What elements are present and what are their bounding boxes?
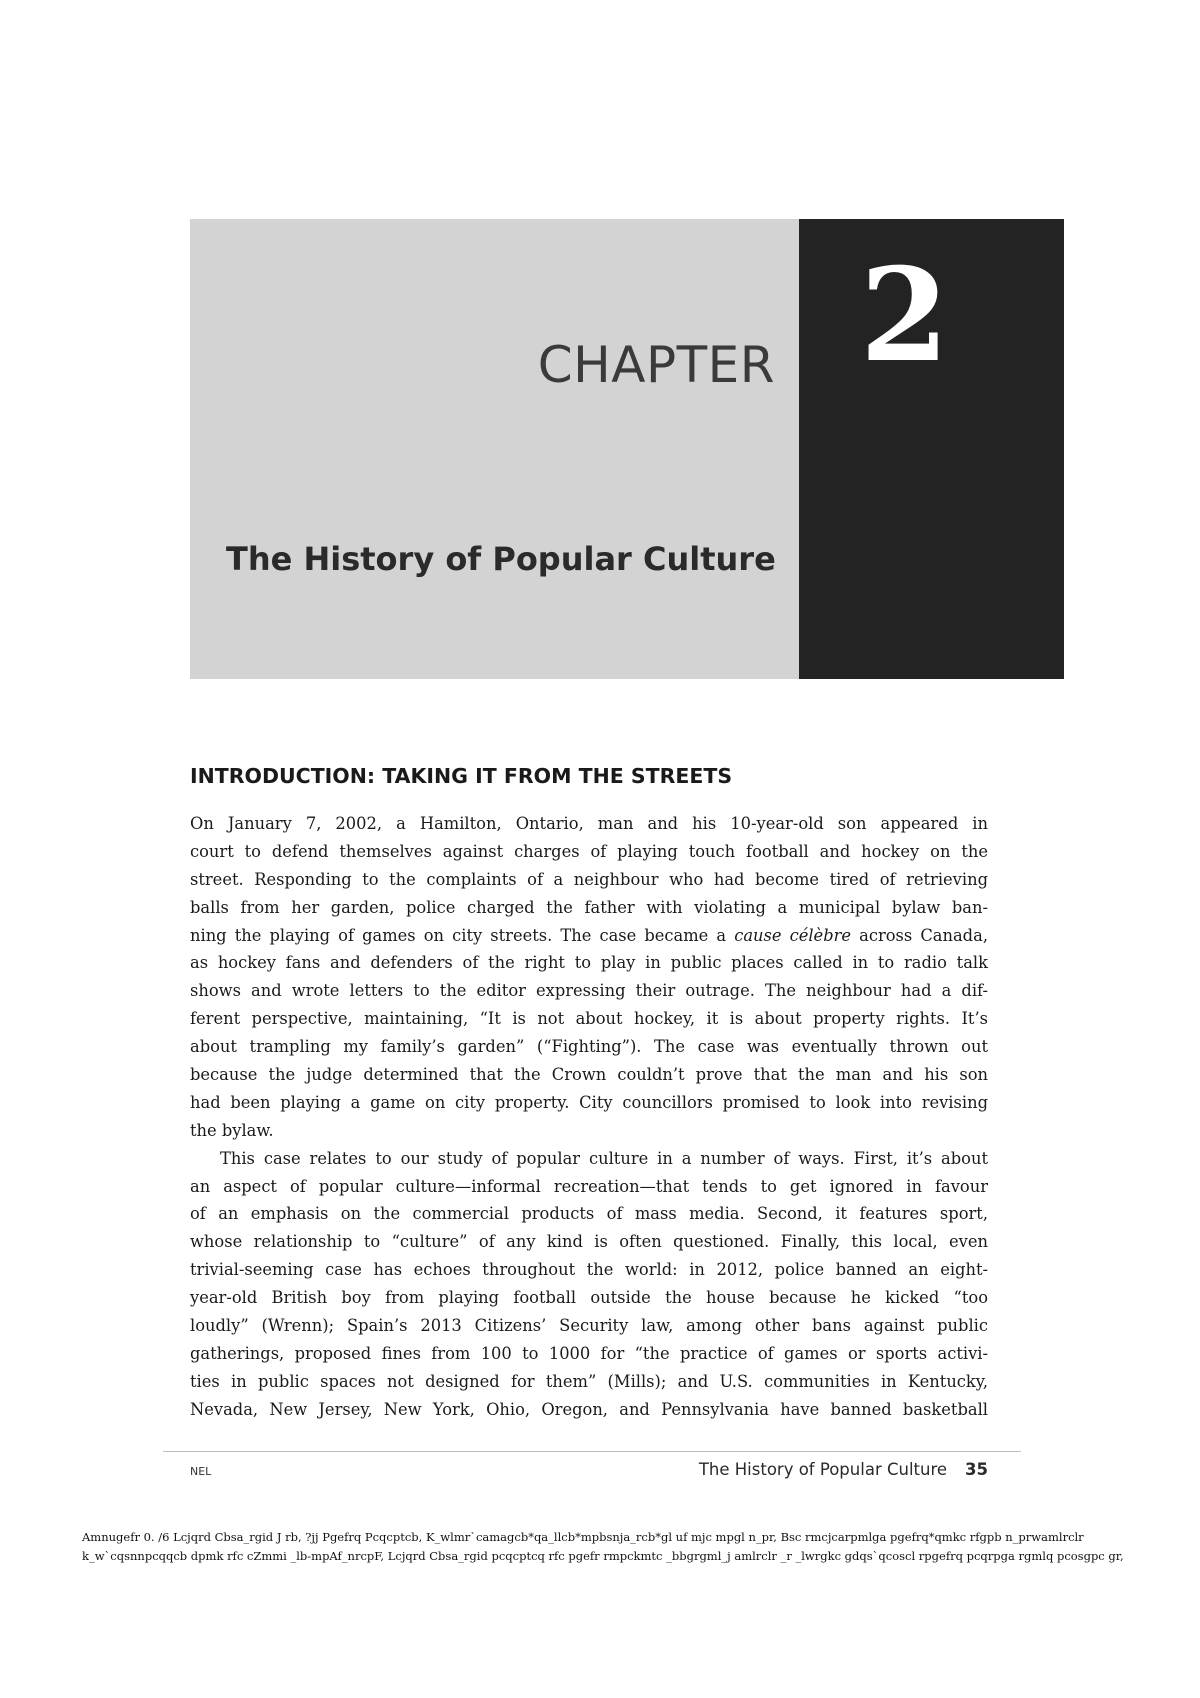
text-line: ning the playing of games on city streets. The case became a cause célèbre across Canada, (190, 925, 988, 945)
notice-line: k_w`cqsnnpcqqcb dpmk rfc cZmmi _lb-mpAf_nrcpF, Lcjqrd Cbsa_rgid pcqcptcq rfc pgefr rmpckmtc _bbgrgml_j amlrclr _r _lwrgkc gdqs`qcoscl rpgefrq pcqrpga rgmlq pcosgpc gr, (82, 1549, 1124, 1563)
chapter-title: The History of Popular Culture (226, 540, 776, 578)
text-line: had been playing a game on city property. City councillors promised to look into revising (190, 1092, 988, 1112)
running-footer (699, 1460, 988, 1479)
text-line: ties in public spaces not designed for them” (Mills); and U.S. communities in Kentucky, (190, 1371, 988, 1391)
text-line: an aspect of popular culture—informal recreation—that tends to get ignored in favour (190, 1176, 988, 1196)
text-line: balls from her garden, police charged the father with violating a municipal bylaw ban- (190, 897, 988, 917)
text-line: This case relates to our study of popular culture in a number of ways. First, it’s about (220, 1148, 988, 1168)
text-line: street. Responding to the complaints of a neighbour who had become tired of retrieving (190, 869, 988, 889)
text-line: gatherings, proposed fines from 100 to 1000 for “the practice of games or sports activi- (190, 1343, 988, 1363)
chapter-number: 2 (860, 241, 950, 391)
text-line: as hockey fans and defenders of the right to play in public places called in to radio talk (190, 953, 988, 973)
page-number: 35 (965, 1460, 988, 1479)
text-line: trivial-seeming case has echoes throughout the world: in 2012, police banned an eight- (190, 1260, 988, 1280)
text-line: because the judge determined that the Crown couldn’t prove that the man and his son (190, 1065, 988, 1085)
text-line: court to defend themselves against charges of playing touch football and hockey on the (190, 841, 988, 861)
notice-line: Amnugefr 0. /6 Lcjqrd Cbsa_rgid J rb, ?jj Pgefrq Pcqcptcb, K_wlmr`camagcb*qa_llcb*mpbsnja_rcb*gl uf mjc mpgl n_pr, Bsc rmcjcarpmlga pgefrq*qmkc rfgpb n_prwamlrclr (82, 1530, 1084, 1544)
paragraph-2 (190, 1145, 988, 1424)
body-text (190, 810, 988, 1424)
footer-rule (163, 1451, 1021, 1452)
text-line: loudly” (Wrenn); Spain’s 2013 Citizens’ Security law, among other bans against public (190, 1316, 988, 1336)
publisher-mark: NEL (190, 1465, 212, 1478)
paragraph-1 (190, 810, 988, 1145)
text-line: year-old British boy from playing football outside the house because he kicked “too (190, 1288, 988, 1308)
text-line: Nevada, New Jersey, New York, Ohio, Oregon, and Pennsylvania have banned basketball (190, 1399, 988, 1419)
section-heading: INTRODUCTION: TAKING IT FROM THE STREETS (190, 764, 733, 788)
text-line: whose relationship to “culture” of any kind is often questioned. Finally, this local, even (190, 1232, 988, 1252)
text-line: ferent perspective, maintaining, “It is not about hockey, it is about property rights. It’s (190, 1009, 988, 1029)
chapter-label: CHAPTER (537, 336, 775, 394)
italic-phrase: cause célèbre (734, 925, 852, 945)
running-title: The History of Popular Culture (698, 1460, 948, 1479)
text-line: of an emphasis on the commercial products of mass media. Second, it features sport, (190, 1204, 988, 1224)
text-line: shows and wrote letters to the editor expressing their outrage. The neighbour had a dif- (190, 981, 988, 1001)
text-line: the bylaw. (190, 1120, 274, 1140)
text-line: On January 7, 2002, a Hamilton, Ontario, man and his 10-year-old son appeared in (190, 814, 988, 833)
text-line: about trampling my family’s garden” (“Fighting”). The case was eventually thrown out (190, 1037, 988, 1057)
copyright-notice (82, 1528, 1132, 1566)
